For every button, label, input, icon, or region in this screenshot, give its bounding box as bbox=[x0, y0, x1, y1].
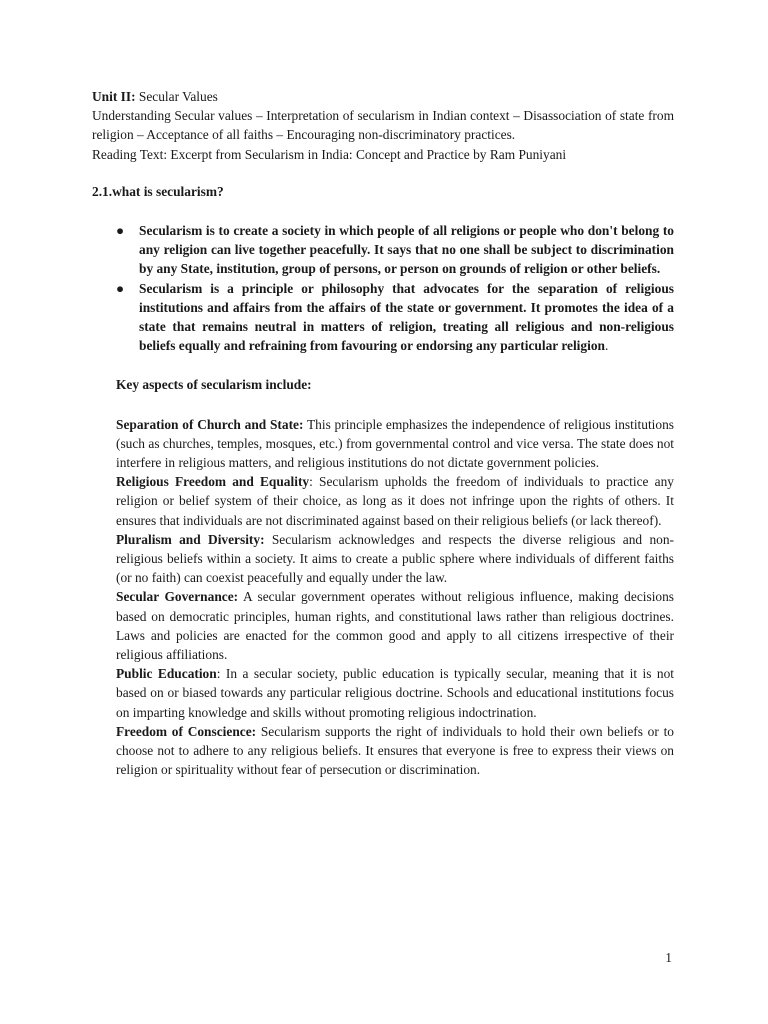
aspect-body: : Secularism upholds the freedom of individuals to practice any religion or belief system of their choice, as long as it does not infringe upon the rights of others. It ensures that individuals are not discriminated against based on their religious beliefs (or lack thereof). bbox=[116, 474, 675, 528]
definition-text: Secularism is to create a society in which people of all religions or people who don't belong to any religion can live together peacefully. It says that no one shall be subject to discrimination by any State, institution, group of persons, or person on grounds of religion or other beliefs. bbox=[139, 223, 674, 277]
unit-title: Secular Values bbox=[138, 89, 218, 104]
section-heading: 2.1.what is secularism? bbox=[92, 183, 224, 199]
definition-tail: . bbox=[604, 338, 609, 354]
unit-heading bbox=[92, 87, 674, 106]
aspect-term: Freedom of Conscience: bbox=[116, 723, 257, 739]
unit-label: Unit II: bbox=[92, 89, 136, 104]
aspect-paragraph bbox=[116, 530, 674, 588]
page-number: 1 bbox=[665, 950, 672, 965]
aspect-paragraph bbox=[116, 472, 674, 530]
aspect-term: Separation of Church and State: bbox=[116, 416, 304, 432]
key-aspects-heading: Key aspects of secularism include: bbox=[116, 377, 312, 393]
definition-text: Secularism is a principle or philosophy that advocates for the separation of religious institutions and affairs from the affairs of the state or government. It promotes the idea of a state that remains neutral in matters of religion, treating all religious and non-religious beliefs equally and refraining from favouring or endorsing any particular religion bbox=[139, 280, 674, 354]
definition-item bbox=[92, 279, 674, 356]
aspect-paragraph bbox=[116, 587, 674, 664]
aspect-term: Religious Freedom and Equality bbox=[116, 474, 310, 490]
aspect-body: : In a secular society, public education is typically secular, meaning that it is not based on or biased towards any particular religious doctrine. Schools and educational institutions focus on imparting knowledge and skills without promoting religious indoctrination. bbox=[116, 666, 675, 720]
aspect-term: Secular Governance: bbox=[116, 589, 239, 605]
reading-text: Reading Text: Excerpt from Secularism in India: Concept and Practice by Ram Puniyani bbox=[92, 146, 567, 162]
bullet-icon: ● bbox=[116, 223, 125, 239]
aspect-term: Pluralism and Diversity: bbox=[116, 531, 265, 547]
aspects-list bbox=[116, 415, 674, 780]
bullet-icon: ● bbox=[116, 280, 125, 296]
aspect-body: Secularism acknowledges and respects the diverse religious and non-religious beliefs within a society. It aims to create a public sphere where individuals of different faiths (or no faith) can coexist peacefully and equally under the law. bbox=[116, 531, 674, 586]
aspect-body: Secularism supports the right of individuals to hold their own beliefs or to choose not to adhere to any religious beliefs. It ensures that everyone is free to express their views on religion or spirituality without fear of persecution or discrimination. bbox=[116, 723, 674, 778]
aspect-paragraph bbox=[116, 415, 674, 473]
definition-list bbox=[92, 221, 674, 355]
document-page bbox=[92, 87, 674, 780]
aspect-paragraph bbox=[116, 664, 674, 722]
aspect-body: This principle emphasizes the independence of religious institutions (such as churches, temples, mosques, etc.) from governmental control and vice versa. The state does not interfere in religious matters, and religious institutions do not dictate government policies. bbox=[116, 416, 675, 471]
definition-item bbox=[92, 221, 674, 279]
aspect-paragraph bbox=[116, 722, 674, 780]
aspect-body: A secular government operates without religious influence, making decisions based on democratic principles, human rights, and constitutional laws rather than religious doctrines. Laws and policies are enacted for the common good and apply to all citizens irrespective of their religious affiliations. bbox=[116, 589, 675, 663]
unit-overview: Understanding Secular values – Interpretation of secularism in Indian context – Disassociation of state from religion – Acceptance of all faiths – Encouraging non-discriminatory practices. bbox=[92, 108, 674, 143]
aspect-term: Public Education bbox=[116, 666, 217, 682]
